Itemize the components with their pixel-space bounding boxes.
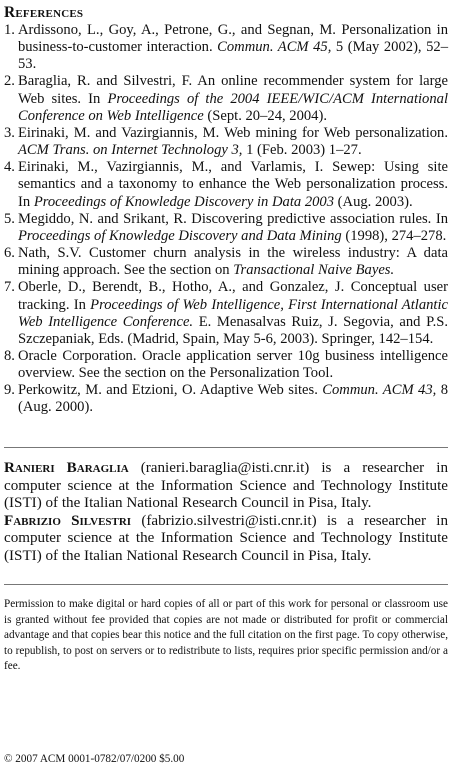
reference-item bbox=[4, 22, 448, 73]
reference-text bbox=[18, 382, 448, 415]
author-bio bbox=[4, 460, 448, 513]
reference-text bbox=[18, 73, 448, 123]
reference-segment: Baraglia, R. and Silvestri, F. An online recommender system for large Web sites. In bbox=[18, 73, 448, 107]
reference-item bbox=[4, 279, 448, 348]
reference-item bbox=[4, 348, 448, 382]
reference-number: 7. bbox=[4, 279, 15, 296]
reference-italic-segment: Proceedings of the 2004 IEEE/WIC/ACM International Conference on Web Intelligence bbox=[18, 90, 448, 124]
reference-number: 8. bbox=[4, 347, 15, 364]
reference-item bbox=[4, 211, 448, 245]
reference-item bbox=[4, 159, 448, 210]
section-divider bbox=[4, 447, 448, 448]
reference-segment: 5 (May 2002), 52–53. bbox=[18, 39, 449, 73]
author-description: (fabrizio.silvestri@isti.cnr.it) is a researcher in computer science at the Information Science and Technology Institute (ISTI) of the Italian National Research Council in Pisa, Italy. bbox=[4, 512, 448, 564]
reference-number: 9. bbox=[4, 382, 15, 399]
reference-number: 3. bbox=[4, 124, 15, 141]
reference-number: 2. bbox=[4, 73, 15, 90]
reference-italic-segment: ACM Trans. on Internet Technology 3, bbox=[18, 142, 243, 159]
reference-segment: Nath, S.V. Customer churn analysis in the wireless industry: A data mining approach. See the section on bbox=[18, 245, 448, 279]
reference-segment: E. Menasalvas Ruiz, J. Segovia, and P.S. Szczepaniak, Eds. (Madrid, Spain, May 5-6, 2003). Springer, 142–154. bbox=[18, 313, 448, 347]
reference-italic-segment: Commun. ACM 43, bbox=[322, 382, 437, 399]
reference-segment: Megiddo, N. and Srikant, R. Discovering predictive association rules. In bbox=[18, 210, 448, 227]
reference-text bbox=[18, 125, 448, 158]
reference-italic-segment: Proceedings of Knowledge Discovery and Data Mining bbox=[18, 227, 342, 244]
reference-number: 6. bbox=[4, 245, 15, 262]
references-heading: References bbox=[4, 4, 84, 21]
reference-segment: Eirinaki, M., Vazirgiannis, M., and Varlamis, I. Sewep: Using site semantics and a taxonomy to enhance the Web personalization process. In bbox=[18, 159, 448, 210]
reference-italic-segment: Transactional Naive Bayes. bbox=[233, 262, 395, 279]
reference-text bbox=[18, 211, 448, 244]
reference-text bbox=[18, 279, 448, 346]
author-bios bbox=[4, 460, 448, 566]
reference-segment: Oracle Corporation. Oracle application server 10g business intelligence overview. See the section on the Personalization Tool. bbox=[18, 347, 448, 382]
reference-text bbox=[18, 22, 448, 72]
reference-text bbox=[18, 245, 448, 278]
reference-segment: (1998), 274–278. bbox=[341, 227, 447, 244]
reference-segment: (Aug. 2003). bbox=[334, 193, 413, 210]
author-name: Ranieri Baraglia bbox=[4, 460, 129, 476]
reference-segment: 1 (Feb. 2003) 1–27. bbox=[242, 142, 362, 159]
reference-segment: (Sept. 20–24, 2004). bbox=[203, 107, 327, 124]
reference-segment: 8 (Aug. 2000). bbox=[18, 382, 448, 416]
reference-text bbox=[18, 348, 448, 381]
reference-item bbox=[4, 73, 448, 124]
reference-segment: Eirinaki, M. and Vazirgiannis, M. Web mining for Web personalization. bbox=[18, 124, 448, 141]
reference-list bbox=[4, 22, 448, 417]
reference-italic-segment: Commun. ACM 45, bbox=[217, 39, 332, 56]
reference-italic-segment: Proceedings of Knowledge Discovery in Data 2003 bbox=[33, 193, 335, 210]
reference-item bbox=[4, 125, 448, 159]
author-name: Fabrizio Silvestri bbox=[4, 512, 132, 529]
author-description: (ranieri.baraglia@isti.cnr.it) is a researcher in computer science at the Information Science and Technology Institute (ISTI) of the Italian National Research Council in Pisa, Italy. bbox=[4, 460, 448, 512]
reference-number: 4. bbox=[4, 159, 15, 176]
reference-segment: Oberle, D., Berendt, B., Hotho, A., and Gonzalez, J. Conceptual user tracking. In bbox=[18, 279, 448, 313]
permission-notice: Permission to make digital or hard copies of all or part of this work for personal or classroom use is granted without fee provided that copies are not made or distributed for profit or commercial advantage and that copies bear this notice and the full citation on the first page. To copy otherwise, to republish, to post on servers or to redistribute to lists, requires prior specific permission and/or a fee. bbox=[4, 598, 448, 673]
reference-number: 5. bbox=[4, 210, 15, 227]
reference-item bbox=[4, 382, 448, 416]
reference-segment: Ardissono, L., Goy, A., Petrone, G., and Segnan, M. Personalization in business-to-customer interaction. bbox=[18, 22, 448, 56]
reference-item bbox=[4, 245, 448, 279]
section-divider bbox=[4, 584, 448, 585]
reference-number: 1. bbox=[4, 22, 15, 38]
author-bio bbox=[4, 513, 448, 566]
reference-segment: Perkowitz, M. and Etzioni, O. Adaptive Web sites. bbox=[18, 382, 323, 399]
reference-italic-segment: Proceedings of Web Intelligence, First International Atlantic Web Intelligence Conference. bbox=[18, 296, 449, 330]
reference-text bbox=[18, 159, 448, 209]
copyright-line: © 2007 ACM 0001-0782/07/0200 $5.00 bbox=[4, 753, 185, 765]
